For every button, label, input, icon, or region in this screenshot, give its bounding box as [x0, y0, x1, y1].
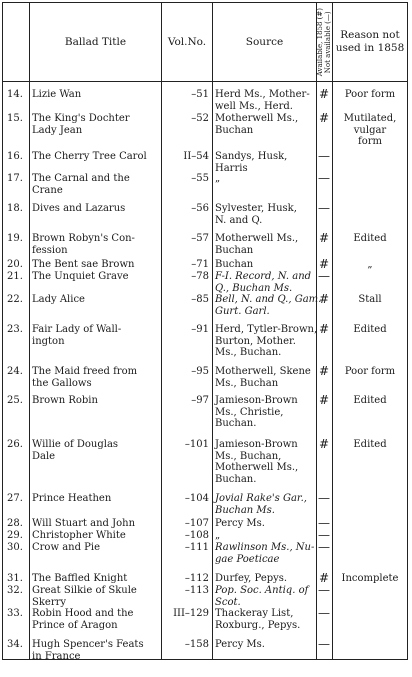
row-number: 19. — [7, 233, 23, 244]
ballad-title: The Unquiet Grave — [32, 271, 129, 282]
volume-number: –91 — [191, 324, 209, 335]
availability-mark: — — [318, 528, 330, 542]
reason-text: Edited — [353, 324, 387, 335]
ballad-title: Brown Robin — [32, 395, 98, 406]
availability-mark: # — [318, 393, 330, 407]
ballad-title: Hugh Spencer's Feats in France — [32, 639, 144, 662]
ballad-title: Will Stuart and John — [32, 518, 136, 529]
source-text: „ — [215, 530, 221, 541]
reason-text: Poor form — [344, 89, 396, 100]
header-reason: Reason not used in 1858 — [335, 29, 405, 54]
row-number: 28. — [7, 518, 23, 529]
ballad-title: The Baffled Knight — [32, 573, 128, 584]
source-text: Jovial Rake's Gar., Buchan Ms. — [215, 493, 307, 516]
ballad-title: Willie of Douglas Dale — [32, 439, 119, 462]
availability-mark: # — [318, 257, 330, 271]
ballad-title: Brown Robyn's Con- fession — [32, 233, 135, 256]
row-number: 30. — [7, 542, 23, 553]
row-number: 25. — [7, 395, 23, 406]
column-divider — [212, 3, 213, 659]
row-number: 17. — [7, 173, 23, 184]
row-number: 16. — [7, 151, 23, 162]
source-text: Rawlinson Ms., Nu- gae Poeticae — [215, 542, 315, 565]
reason-text: „ — [367, 259, 373, 270]
row-number: 20. — [7, 259, 23, 270]
availability-mark: # — [318, 571, 330, 585]
availability-mark: — — [318, 171, 330, 185]
source-text: Percy Ms. — [215, 639, 265, 650]
header-ballad-title: Ballad Title — [64, 35, 127, 48]
volume-number: –113 — [184, 585, 209, 596]
availability-mark: # — [318, 292, 330, 306]
row-number: 15. — [7, 113, 23, 124]
header-divider — [3, 81, 407, 82]
source-text: „ — [215, 173, 221, 184]
availability-mark: # — [318, 231, 330, 245]
availability-mark: # — [318, 111, 330, 125]
row-number: 33. — [7, 608, 23, 619]
source-text: Motherwell Ms., Buchan — [215, 233, 299, 256]
row-number: 23. — [7, 324, 23, 335]
volume-number: II–54 — [183, 151, 209, 162]
availability-mark: — — [318, 583, 330, 597]
row-number: 22. — [7, 294, 23, 305]
header-vol-no: Vol.No. — [167, 35, 207, 48]
reason-text: Edited — [353, 395, 387, 406]
ballad-title: The Carnal and the Crane — [32, 173, 130, 196]
header-availability: Available, 1858 (#) Not available (—) — [316, 7, 332, 77]
availability-mark: — — [318, 540, 330, 554]
source-text: Bell, N. and Q., Gam. Gurt. Garl. — [215, 294, 322, 317]
source-text: Thackeray List, Roxburg., Pepys. — [215, 608, 301, 631]
volume-number: –56 — [191, 203, 209, 214]
availability-mark: # — [318, 364, 330, 378]
row-number: 21. — [7, 271, 23, 282]
ballad-title: The Maid freed from the Gallows — [32, 366, 138, 389]
row-number: 31. — [7, 573, 23, 584]
ballad-title: Christopher White — [32, 530, 126, 541]
reason-text: Stall — [358, 294, 382, 305]
availability-mark: — — [318, 491, 330, 505]
volume-number: –52 — [191, 113, 209, 124]
source-text: Sylvester, Husk, N. and Q. — [215, 203, 297, 226]
ballad-title: Dives and Lazarus — [32, 203, 126, 214]
ballad-title: Crow and Pie — [32, 542, 101, 553]
availability-mark: # — [318, 87, 330, 101]
column-divider — [29, 3, 30, 659]
reason-text: Edited — [353, 439, 387, 450]
volume-number: –55 — [191, 173, 209, 184]
row-number: 18. — [7, 203, 23, 214]
availability-mark: — — [318, 516, 330, 530]
volume-number: –108 — [184, 530, 209, 541]
volume-number: –101 — [184, 439, 209, 450]
availability-mark: # — [318, 437, 330, 451]
volume-number: –71 — [191, 259, 209, 270]
volume-number: –95 — [191, 366, 209, 377]
volume-number: III–129 — [173, 608, 209, 619]
availability-mark: — — [318, 269, 330, 283]
availability-mark: — — [318, 606, 330, 620]
source-text: Buchan — [215, 259, 254, 270]
ballad-table — [2, 2, 408, 660]
source-text: F-I. Record, N. and Q., Buchan Ms. — [215, 271, 312, 294]
source-text: Motherwell Ms., Buchan — [215, 113, 299, 136]
volume-number: –57 — [191, 233, 209, 244]
availability-mark: # — [318, 322, 330, 336]
volume-number: –107 — [184, 518, 209, 529]
row-number: 27. — [7, 493, 23, 504]
ballad-title: Robin Hood and the Prince of Aragon — [32, 608, 134, 631]
volume-number: –51 — [191, 89, 209, 100]
volume-number: –97 — [191, 395, 209, 406]
ballad-title: Lizie Wan — [32, 89, 82, 100]
availability-mark: — — [318, 201, 330, 215]
ballad-title: The Bent sae Brown — [32, 259, 135, 270]
source-text: Jamieson-Brown Ms., Buchan, Motherwell Ms., Buchan. — [215, 439, 299, 485]
column-divider — [161, 3, 162, 659]
ballad-title: Fair Lady of Wall- ington — [32, 324, 122, 347]
ballad-title: Prince Heathen — [32, 493, 112, 504]
row-number: 34. — [7, 639, 23, 650]
availability-mark: — — [318, 637, 330, 651]
source-text: Sandys, Husk, Harris — [215, 151, 288, 174]
row-number: 14. — [7, 89, 23, 100]
ballad-title: The King's Dochter Lady Jean — [32, 113, 130, 136]
reason-text: Edited — [353, 233, 387, 244]
volume-number: –78 — [191, 271, 209, 282]
ballad-title: The Cherry Tree Carol — [32, 151, 147, 162]
volume-number: –158 — [184, 639, 209, 650]
volume-number: –111 — [184, 542, 209, 553]
ballad-title: Lady Alice — [32, 294, 85, 305]
reason-text: Poor form — [344, 366, 396, 377]
source-text: Durfey, Pepys. — [215, 573, 288, 584]
reason-text: Incomplete — [341, 573, 399, 584]
volume-number: –112 — [184, 573, 209, 584]
reason-text: Mutilated, vulgar form — [343, 113, 397, 147]
row-number: 24. — [7, 366, 23, 377]
row-number: 26. — [7, 439, 23, 450]
row-number: 29. — [7, 530, 23, 541]
source-text: Jamieson-Brown Ms., Christie, Buchan. — [215, 395, 298, 429]
availability-mark: — — [318, 149, 330, 163]
source-text: Pop. Soc. Antiq. of Scot. — [215, 585, 309, 608]
ballad-title: Great Silkie of Skule Skerry — [32, 585, 137, 608]
volume-number: –104 — [184, 493, 209, 504]
source-text: Motherwell, Skene Ms., Buchan — [215, 366, 311, 389]
source-text: Herd, Tytler-Brown, Burton, Mother. Ms., Buchan. — [215, 324, 318, 358]
volume-number: –85 — [191, 294, 209, 305]
source-text: Percy Ms. — [215, 518, 265, 529]
row-number: 32. — [7, 585, 23, 596]
source-text: Herd Ms., Mother- well Ms., Herd. — [215, 89, 310, 112]
header-source: Source — [245, 35, 284, 48]
